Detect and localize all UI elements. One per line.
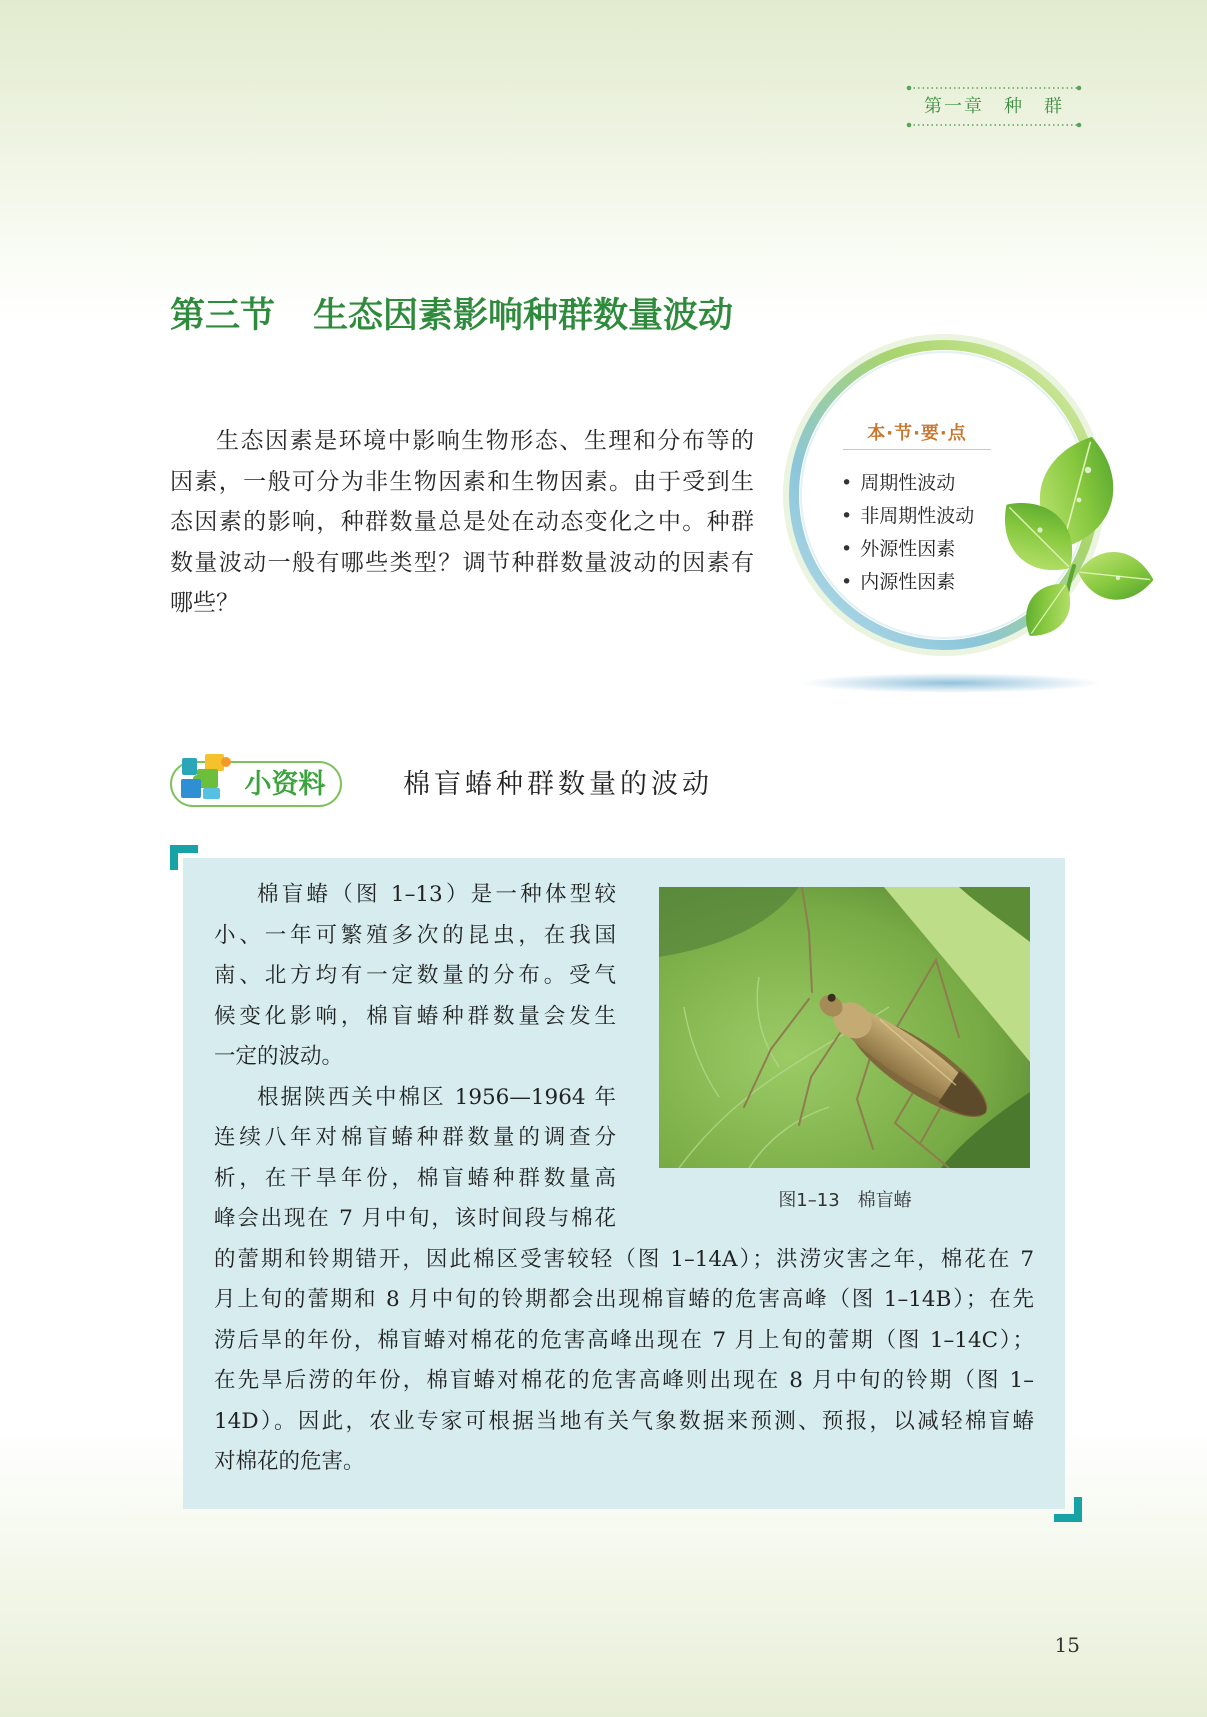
intro-line: 生态因素是环境中影响生物形态、生理和分布等的	[216, 428, 754, 454]
info-line: 候变化影响，棉盲蝽种群数量会发生	[214, 1003, 616, 1029]
info-title: 棉盲蝽种群数量的波动	[403, 769, 713, 800]
section-number: 第三节	[170, 295, 276, 336]
key-point-item: • 内源性因素	[841, 566, 974, 599]
intro-line: 态因素的影响，种群数量总是处在动态变化之中。种群	[170, 509, 754, 535]
info-line: 峰会出现在 7 月中旬，该时间段与棉花	[214, 1206, 616, 1231]
intro-paragraph	[170, 421, 754, 624]
info-line: 在先旱后涝的年份，棉盲蝽对棉花的危害高峰则出现在 8 月中旬的铃期（图 1–	[214, 1368, 1034, 1393]
figure-caption: 图1–13 棉盲蝽	[778, 1190, 912, 1211]
info-line: 对棉花的危害。	[214, 1449, 365, 1474]
header-rule-bottom	[907, 123, 1082, 128]
key-point-item: • 非周期性波动	[841, 500, 974, 533]
info-line: 涝后旱的年份，棉盲蝽对棉花的危害高峰出现在 7 月上旬的蕾期（图 1–14C）；	[214, 1327, 1034, 1353]
intro-line: 哪些？	[170, 590, 239, 616]
key-points-title: 本·节·要·点	[843, 419, 991, 450]
info-line: 月上旬的蕾期和 8 月中旬的铃期都会出现棉盲蝽的危害高峰（图 1–14B）；在先	[214, 1287, 1034, 1312]
circle-shadow	[801, 673, 1101, 693]
info-line: 一定的波动。	[214, 1044, 344, 1069]
key-points-list	[841, 467, 974, 599]
corner-bracket-bottom-right	[1054, 1497, 1082, 1522]
cotton-bug-photo	[659, 887, 1030, 1168]
info-line: 的蕾期和铃期错开，因此棉区受害较轻（图 1–14A）；洪涝灾害之年，棉花在 7	[214, 1246, 1034, 1272]
info-line: 棉盲蝽（图 1–13）是一种体型较	[257, 882, 616, 907]
corner-bracket-top-left	[170, 845, 198, 870]
info-line: 析，在干旱年份，棉盲蝽种群数量高	[214, 1165, 616, 1191]
page-number: 15	[1054, 1633, 1080, 1657]
info-line: 根据陕西关中棉区 1956—1964 年	[257, 1084, 616, 1110]
info-line: 小、一年可繁殖多次的昆虫，在我国	[214, 922, 616, 948]
section-title	[170, 296, 733, 336]
key-point-item: • 周期性波动	[841, 467, 974, 500]
section-title-text: 生态因素影响种群数量波动	[313, 295, 734, 336]
chapter-header: 第一章 种 群	[924, 96, 1064, 117]
intro-line: 因素，一般可分为非生物因素和生物因素。由于受到生	[170, 468, 754, 495]
info-badge-label: 小资料	[244, 769, 326, 800]
info-line: 14D）。因此，农业专家可根据当地有关气象数据来预测、预报，以减轻棉盲蝽	[214, 1408, 1034, 1434]
puzzle-icon	[178, 752, 232, 802]
header-rule-top	[907, 86, 1082, 91]
intro-line: 数量波动一般有哪些类型？调节种群数量波动的因素有	[170, 549, 754, 576]
info-line: 南、北方均有一定数量的分布。受气	[214, 963, 616, 988]
key-point-item: • 外源性因素	[841, 533, 974, 566]
info-line: 连续八年对棉盲蝽种群数量的调查分	[214, 1125, 616, 1150]
